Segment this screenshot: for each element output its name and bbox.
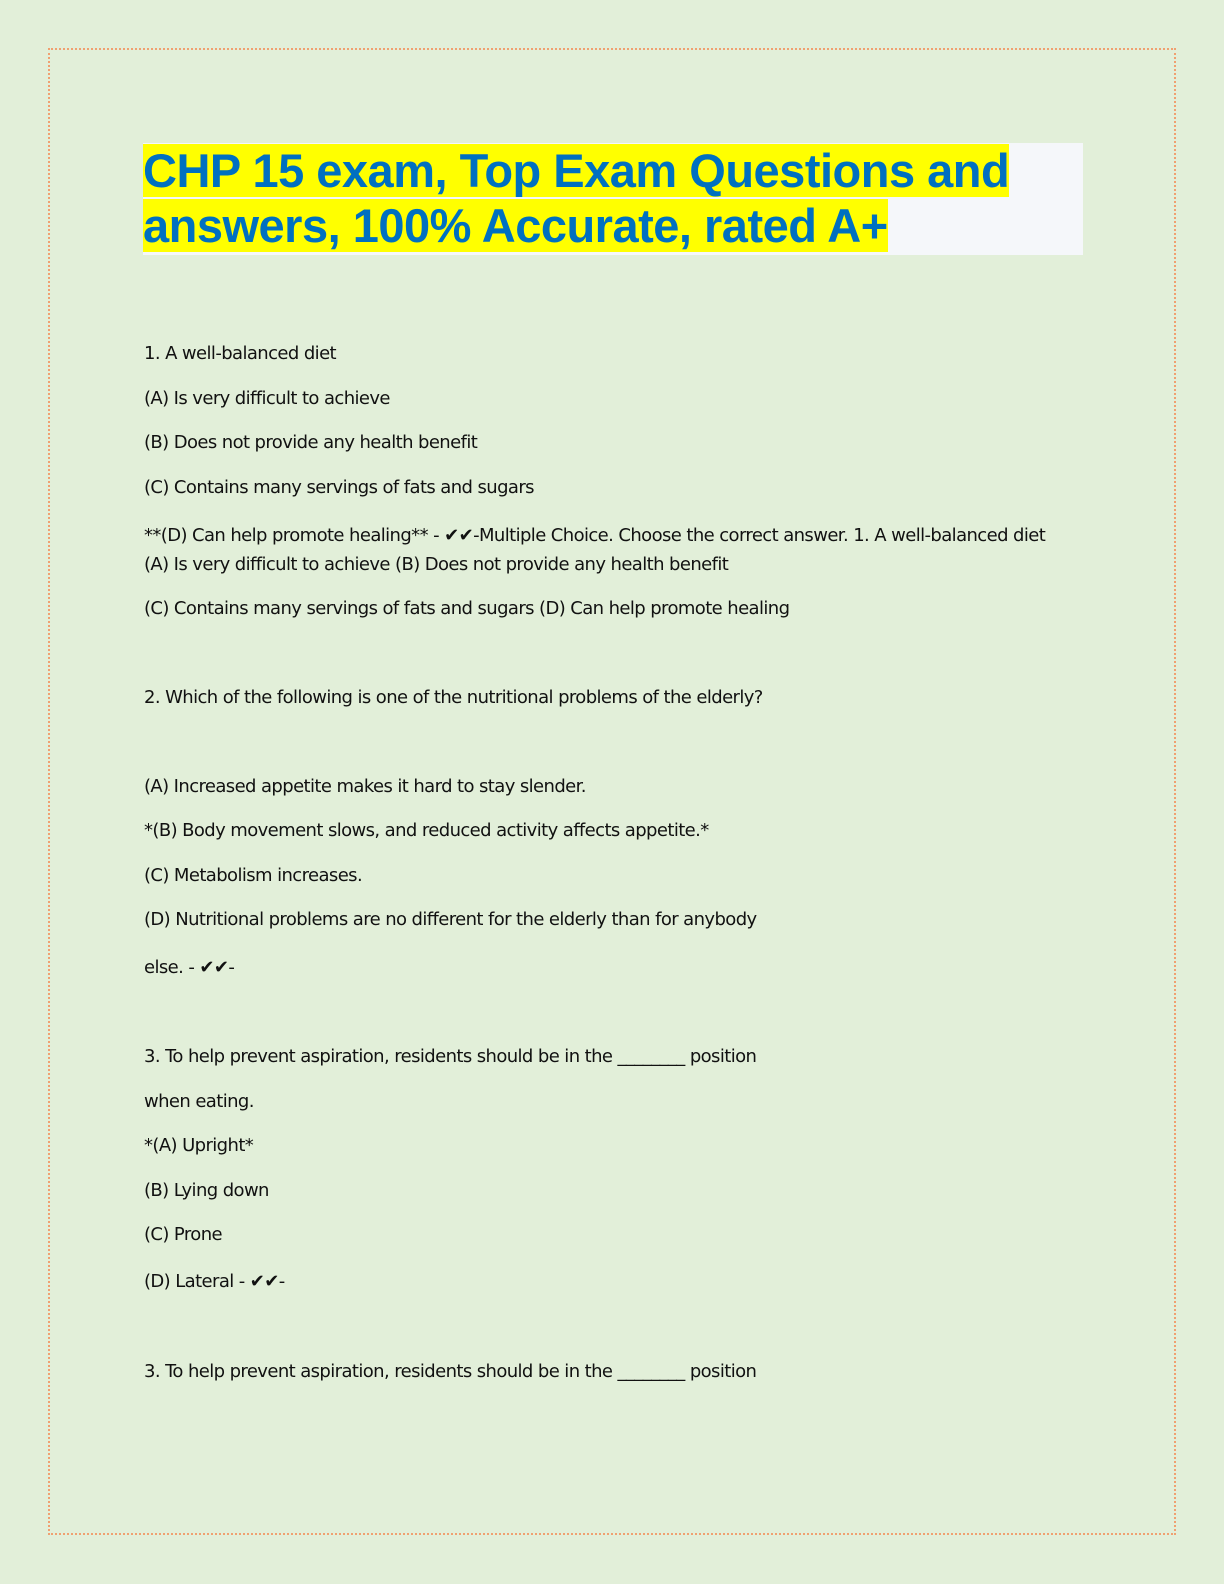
q2-option-a: (A) Increased appetite makes it hard to stay slender. — [144, 776, 586, 797]
document-title — [143, 143, 1083, 253]
q1-continuation: (C) Contains many servings of fats and sugars (D) Can help promote healing — [144, 598, 790, 619]
q3-option-c: (C) Prone — [144, 1224, 222, 1245]
question-1: 1. A well-balanced diet — [144, 343, 336, 364]
q2-continuation: else. - ✔✔- — [144, 957, 235, 978]
q1-option-b: (B) Does not provide any health benefit — [144, 432, 478, 453]
question-4: 3. To help prevent aspiration, residents should be in the ________ position — [144, 1361, 757, 1382]
q3-option-a: *(A) Upright* — [144, 1135, 254, 1156]
q2-option-b: *(B) Body movement slows, and reduced activity affects appetite.* — [144, 820, 709, 841]
q1-option-c: (C) Contains many servings of fats and sugars — [144, 477, 534, 498]
q1-answer: **(D) Can help promote healing** - ✔✔-Multiple Choice. Choose the correct answer. 1. A well-balanced diet (A) Is very difficult to achieve (B) Does not provide any health benefit — [144, 525, 1046, 575]
q2-option-d: (D) Nutritional problems are no different for the elderly than for anybody — [144, 909, 757, 930]
q3-option-b: (B) Lying down — [144, 1180, 269, 1201]
q3-option-d: (D) Lateral - ✔✔- — [144, 1271, 285, 1292]
q1-option-a: (A) Is very difficult to achieve — [144, 388, 390, 409]
question-2: 2. Which of the following is one of the nutritional problems of the elderly? — [144, 687, 763, 708]
q2-option-c: (C) Metabolism increases. — [144, 865, 363, 886]
title-line-1: CHP 15 exam, Top Exam Questions and — [143, 144, 1010, 197]
question-3: 3. To help prevent aspiration, residents should be in the ________ position — [144, 1046, 757, 1067]
title-line-2: answers, 100% Accurate, rated A+ — [143, 199, 888, 252]
q3-continuation: when eating. — [144, 1091, 254, 1112]
